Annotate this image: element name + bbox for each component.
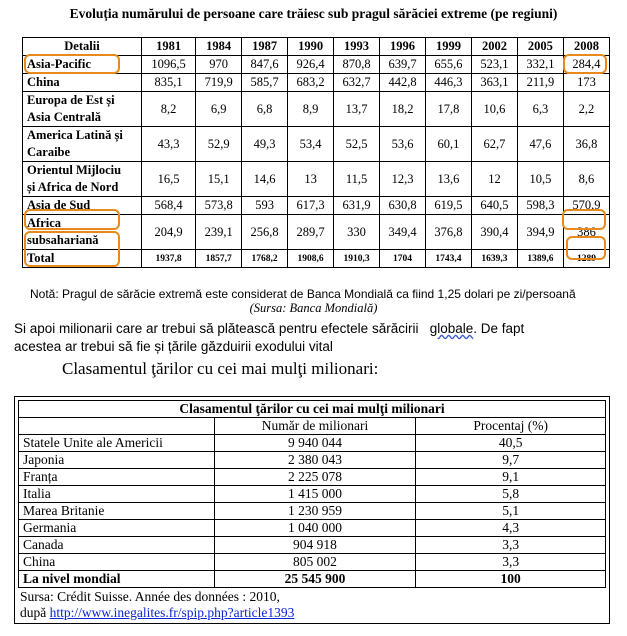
poverty-value: 446,3 [426,74,472,92]
millionaire-percent: 4,3 [416,520,606,537]
millionaire-count: 1 230 959 [214,503,416,520]
region-label-line: și Africa de Nord [27,180,119,194]
poverty-value: 1857,7 [196,250,242,268]
poverty-value: 1096,5 [142,56,196,74]
poverty-table-title: Evoluția numărului de persoane care trăiesc sub pragul sărăciei extreme (pe regiuni) [69,6,558,21]
poverty-value: 332,1 [517,56,563,74]
poverty-value: 1908,6 [288,250,334,268]
ranking-row [19,452,606,469]
millionaire-percent: 5,8 [416,486,606,503]
country-name: Marea Britanie [19,503,215,520]
country-name: Statele Unite ale Americii [19,435,215,452]
poverty-value: 16,5 [142,162,196,197]
region-label-line: Asia-Pacific [27,57,91,71]
region-label-line: Orientul Mijlociu [27,163,122,177]
header-details: Detalii [23,38,142,56]
header-year: 1999 [426,38,472,56]
region-label [23,92,142,127]
country-name: Canada [19,537,215,554]
ranking-source [20,589,600,621]
poverty-value: 10,6 [471,92,517,127]
poverty-row [23,127,610,162]
poverty-value: 593 [242,197,288,215]
poverty-value: 173 [563,74,609,92]
poverty-value: 847,6 [242,56,288,74]
country-name: China [19,554,215,571]
highlight-africa [24,231,120,267]
highlight-asia-pacific-2008 [563,54,607,74]
poverty-value: 211,9 [517,74,563,92]
paragraph-line1: Si apoi milionarii care ar trebui să plătească pentru efectele sărăcirii [14,321,419,336]
poverty-value: 52,9 [196,127,242,162]
poverty-value: 6,8 [242,92,288,127]
poverty-value: 12,3 [380,162,426,197]
poverty-value: 1937,8 [142,250,196,268]
poverty-value: 15,1 [196,162,242,197]
poverty-value: 14,6 [242,162,288,197]
poverty-value: 8,9 [288,92,334,127]
header-year: 1990 [288,38,334,56]
paragraph-line2: acestea ar trebui să fie și țările găzduirii exodului vital [14,339,333,354]
ranking-total-row [19,571,606,588]
header-year: 2005 [517,38,563,56]
poverty-value: 363,1 [471,74,517,92]
poverty-value: 52,5 [334,127,380,162]
poverty-value: 598,3 [517,197,563,215]
paragraph-flagged-word: globale [429,321,474,336]
poverty-value: 8,2 [142,92,196,127]
poverty-value: 970 [196,56,242,74]
poverty-value: 11,5 [334,162,380,197]
header-country [19,418,215,435]
poverty-value: 1768,2 [242,250,288,268]
millionaire-count: 1 415 000 [214,486,416,503]
ranking-row [19,537,606,554]
poverty-value: 43,3 [142,127,196,162]
poverty-value: 1389,6 [517,250,563,268]
poverty-header-row [23,38,610,56]
poverty-value: 1639,3 [471,250,517,268]
poverty-value: 18,2 [380,92,426,127]
poverty-value: 2,2 [563,92,609,127]
poverty-value: 632,7 [334,74,380,92]
poverty-row [23,74,610,92]
poverty-value: 631,9 [334,197,380,215]
millionaire-count: 805 002 [214,554,416,571]
total-percent: 100 [416,571,606,588]
poverty-value: 239,1 [196,215,242,250]
millionaire-count: 904 918 [214,537,416,554]
ranking-caption: Clasamentul ţărilor cu cei mai mulţi milionari [19,401,606,418]
poverty-value: 53,4 [288,127,334,162]
poverty-value: 442,8 [380,74,426,92]
poverty-value: 683,2 [288,74,334,92]
region-label-line: China [27,75,60,89]
country-name: Franța [19,469,215,486]
millionaire-count: 1 040 000 [214,520,416,537]
poverty-value: 585,7 [242,74,288,92]
header-year: 1993 [334,38,380,56]
body-paragraph [14,320,614,356]
poverty-value: 619,5 [426,197,472,215]
poverty-value: 870,8 [334,56,380,74]
poverty-value: 639,7 [380,56,426,74]
poverty-value: 36,8 [563,127,609,162]
poverty-value: 1704 [380,250,426,268]
poverty-value: 13 [288,162,334,197]
country-name: Italia [19,486,215,503]
poverty-value: 10,5 [517,162,563,197]
ranking-row [19,520,606,537]
header-millionaires: Număr de milionari [214,418,416,435]
millionaire-count: 2 225 078 [214,469,416,486]
header-year: 2002 [471,38,517,56]
poverty-value: 17,8 [426,92,472,127]
poverty-value: 13,6 [426,162,472,197]
ranking-row [19,435,606,452]
highlight-asia-de-sud [24,209,120,230]
millionaire-percent: 9,1 [416,469,606,486]
millionaire-count: 2 380 043 [214,452,416,469]
total-count: 25 545 900 [214,571,416,588]
poverty-value: 926,4 [288,56,334,74]
poverty-value: 1743,4 [426,250,472,268]
country-name: Germania [19,520,215,537]
region-label-line: Asia Centrală [27,110,101,124]
poverty-value: 1289 [563,250,609,268]
region-label-line: Caraibe [27,145,71,159]
poverty-value: 655,6 [426,56,472,74]
header-year: 2008 [563,38,609,56]
region-label-line: Asia de Sud [27,198,91,212]
region-label [23,127,142,162]
region-label-line: Europa de Est și [27,93,115,107]
poverty-value: 617,3 [288,197,334,215]
poverty-value: 12 [471,162,517,197]
poverty-source: (Sursa: Banca Mondială) [249,301,378,315]
region-label [23,162,142,197]
region-label-line: Africa [27,216,62,230]
ranking-row [19,554,606,571]
header-percent: Procentaj (%) [416,418,606,435]
ranking-row [19,469,606,486]
poverty-note: Notă: Pragul de sărăcie extremă este considerat de Banca Mondială ca fiind 1,25 dolari pe zi/persoană [30,287,576,301]
poverty-value: 390,4 [471,215,517,250]
poverty-value: 386 [563,215,609,250]
poverty-value: 570,9 [563,197,609,215]
poverty-value: 630,8 [380,197,426,215]
poverty-value: 60,1 [426,127,472,162]
millionaire-percent: 9,7 [416,452,606,469]
poverty-value: 204,9 [142,215,196,250]
poverty-value: 13,7 [334,92,380,127]
poverty-value: 568,4 [142,197,196,215]
poverty-value: 376,8 [426,215,472,250]
ranking-heading: Clasamentul ţărilor cu cei mai mulţi milionari: [62,359,379,378]
ranking-table [18,400,606,588]
poverty-value: 523,1 [471,56,517,74]
ranking-row [19,486,606,503]
region-label-line: subsahariană [27,233,99,247]
paragraph-line1-end: . De fapt [473,321,525,336]
poverty-value: 394,9 [517,215,563,250]
poverty-row [23,162,610,197]
millionaire-percent: 40,5 [416,435,606,452]
poverty-value: 330 [334,215,380,250]
poverty-value: 1910,3 [334,250,380,268]
country-name: Japonia [19,452,215,469]
poverty-value: 256,8 [242,215,288,250]
total-label: La nivel mondial [19,571,215,588]
poverty-value: 719,9 [196,74,242,92]
header-year: 1987 [242,38,288,56]
source-link[interactable]: http://www.inegalites.fr/spip.php?article1393 [49,605,295,620]
poverty-value: 8,6 [563,162,609,197]
millionaire-percent: 3,3 [416,554,606,571]
poverty-value: 289,7 [288,215,334,250]
poverty-value: 53,6 [380,127,426,162]
ranking-source-prefix: după [20,605,50,620]
ranking-source-line1: Sursa: Crédit Suisse. Année des données : 2010, [20,589,280,604]
highlight-asia-de-sud-2008 [562,209,606,230]
highlight-africa-2008 [566,236,606,260]
ranking-row [19,503,606,520]
region-label [23,74,142,92]
poverty-value: 640,5 [471,197,517,215]
poverty-value: 49,3 [242,127,288,162]
poverty-value: 47,6 [517,127,563,162]
poverty-value: 6,3 [517,92,563,127]
region-label-line: Total [27,251,55,265]
poverty-value: 6,9 [196,92,242,127]
poverty-value: 62,7 [471,127,517,162]
poverty-value: 349,4 [380,215,426,250]
millionaire-percent: 3,3 [416,537,606,554]
highlight-asia-pacific [24,54,120,74]
poverty-value: 573,8 [196,197,242,215]
header-year: 1996 [380,38,426,56]
poverty-value: 284,4 [563,56,609,74]
header-year: 1984 [196,38,242,56]
region-label-line: America Latină și [27,128,123,142]
header-year: 1981 [142,38,196,56]
poverty-row [23,92,610,127]
millionaire-percent: 5,1 [416,503,606,520]
millionaire-count: 9 940 044 [214,435,416,452]
poverty-value: 835,1 [142,74,196,92]
